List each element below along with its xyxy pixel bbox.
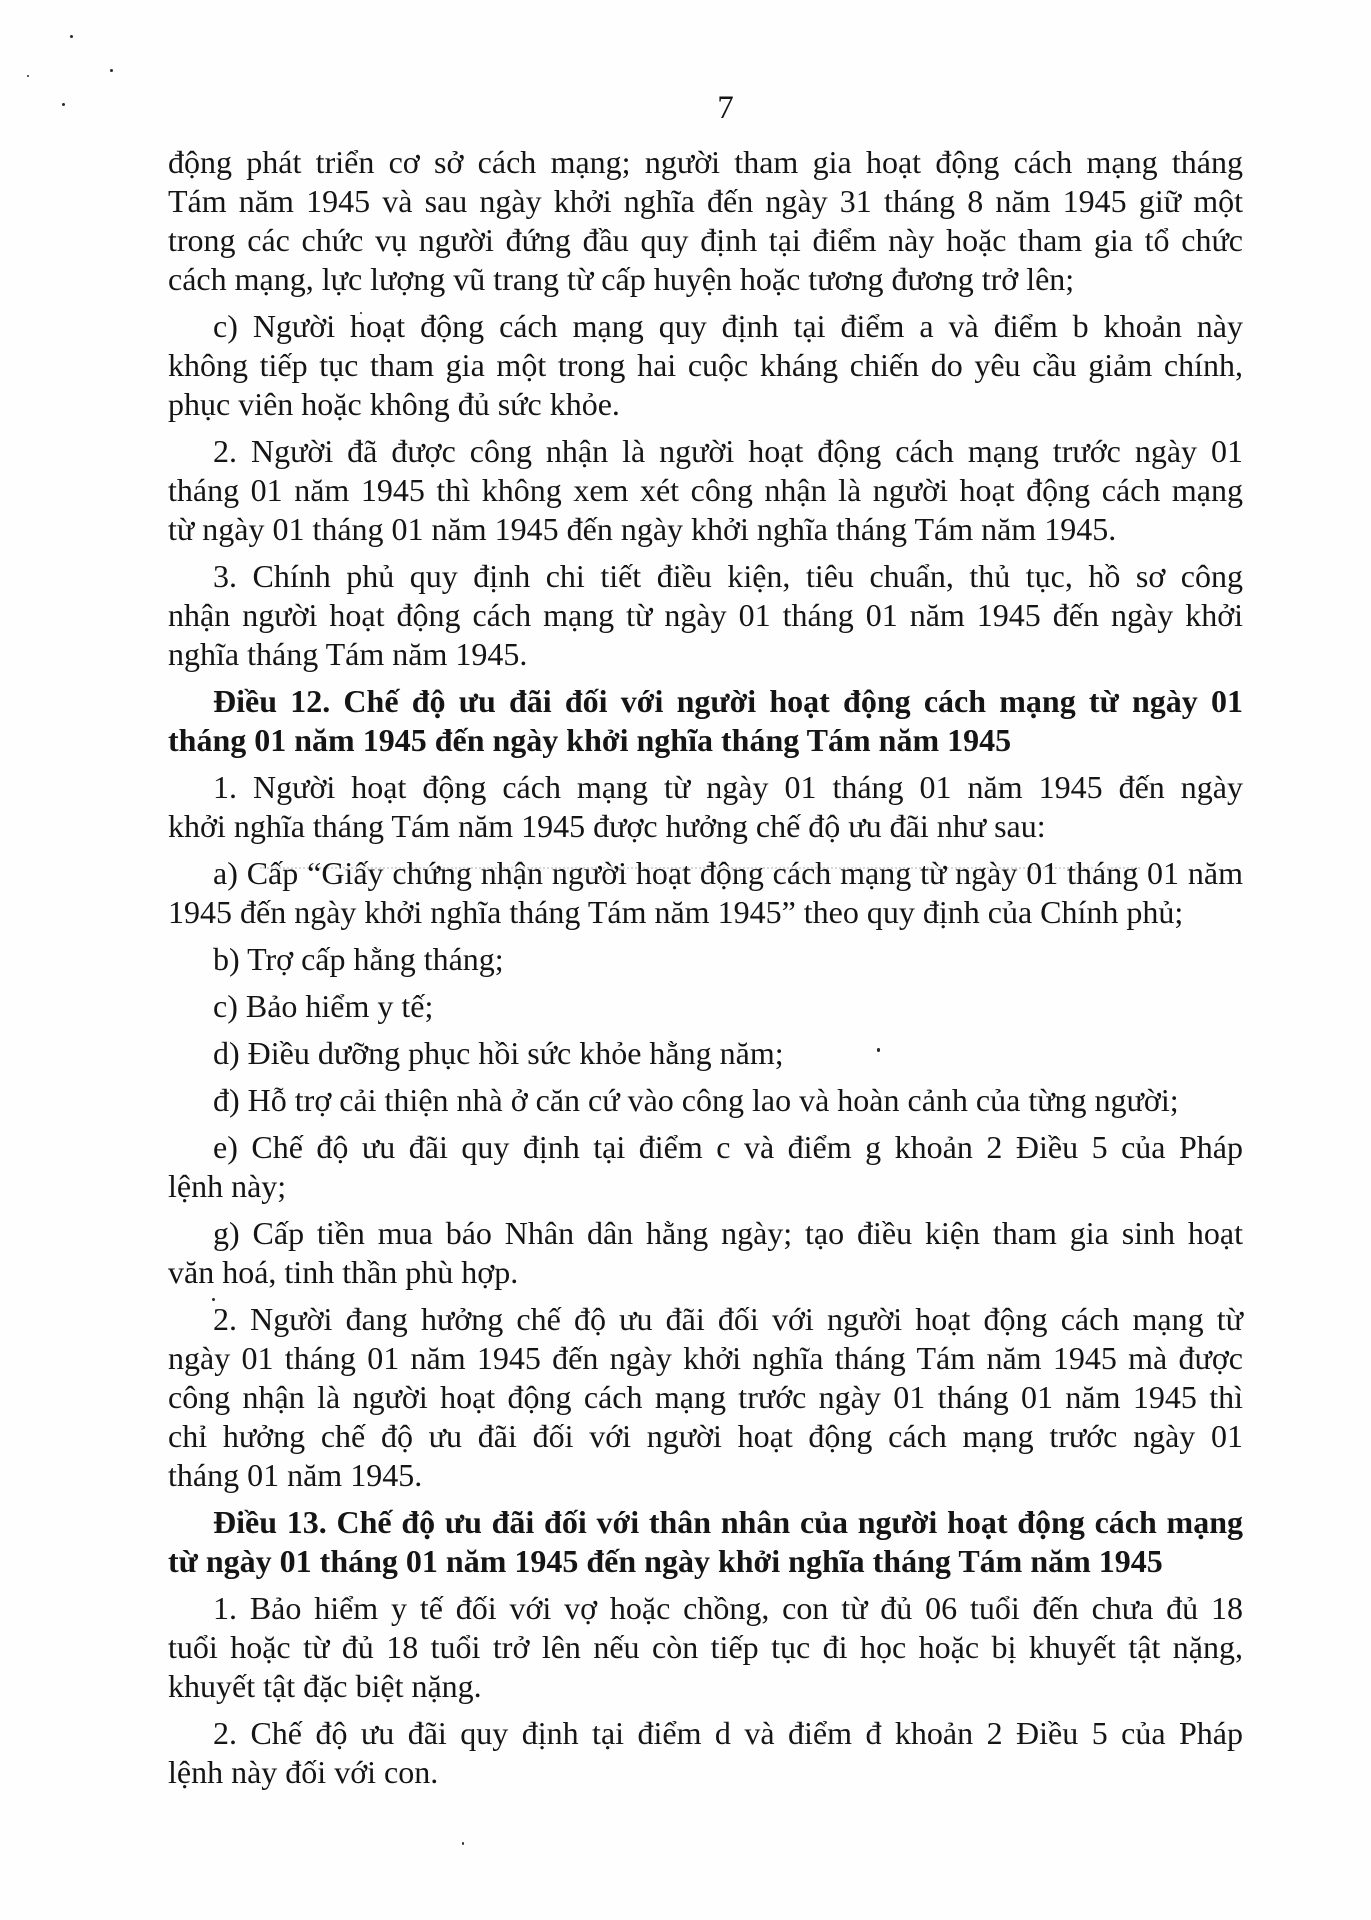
text-line: lệnh này; <box>168 1168 287 1204</box>
paragraph <box>168 987 1243 1026</box>
text-line: d) Điều dưỡng phục hồi sức khỏe hằng năm; <box>213 1035 784 1071</box>
text-line: Điều 13. Chế độ ưu đãi đối với thân nhân của người hoạt động cách mạng <box>213 1504 1243 1540</box>
text-line: không tiếp tục tham gia một trong hai cuộc kháng chiến do yêu cầu giảm chính, <box>168 347 1243 383</box>
scan-speck <box>62 103 65 106</box>
paragraph <box>168 940 1243 979</box>
text-line: 3. Chính phủ quy định chi tiết điều kiện, tiêu chuẩn, thủ tục, hồ sơ công <box>213 558 1243 594</box>
scan-speck <box>27 75 29 77</box>
text-line: 2. Người đang hưởng chế độ ưu đãi đối với người hoạt động cách mạng từ <box>213 1301 1243 1337</box>
text-line: động phát triển cơ sở cách mạng; người tham gia hoạt động cách mạng tháng <box>168 144 1243 180</box>
text-line: khởi nghĩa tháng Tám năm 1945 được hưởng chế độ ưu đãi như sau: <box>168 808 1046 844</box>
paragraph <box>168 143 1243 299</box>
text-line: 1. Bảo hiểm y tế đối với vợ hoặc chồng, con từ đủ 06 tuổi đến chưa đủ 18 <box>213 1590 1243 1626</box>
text-line: c) Bảo hiểm y tế; <box>213 988 434 1024</box>
text-line: văn hoá, tinh thần phù hợp. <box>168 1254 519 1290</box>
text-line: 2. Người đã được công nhận là người hoạt động cách mạng trước ngày 01 <box>213 433 1243 469</box>
text-line: từ ngày 01 tháng 01 năm 1945 đến ngày khởi nghĩa tháng Tám năm 1945 <box>168 1543 1163 1579</box>
paragraph <box>168 854 1243 932</box>
paragraph <box>168 1034 1243 1073</box>
paragraph <box>168 432 1243 549</box>
text-line: g) Cấp tiền mua báo Nhân dân hằng ngày; tạo điều kiện tham gia sinh hoạt <box>213 1215 1243 1251</box>
article-heading <box>168 1503 1243 1581</box>
text-line: nhận người hoạt động cách mạng từ ngày 01 tháng 01 năm 1945 đến ngày khởi <box>168 597 1243 633</box>
text-line: khuyết tật đặc biệt nặng. <box>168 1668 482 1704</box>
article-heading <box>168 682 1243 760</box>
text-line: nghĩa tháng Tám năm 1945. <box>168 636 528 672</box>
text-line: 2. Chế độ ưu đãi quy định tại điểm d và điểm đ khoản 2 Điều 5 của Pháp <box>213 1715 1243 1751</box>
scan-speck <box>110 69 113 72</box>
text-line: b) Trợ cấp hằng tháng; <box>213 941 504 977</box>
paragraph <box>168 1714 1243 1792</box>
paragraph <box>168 1081 1243 1120</box>
paragraph <box>168 557 1243 674</box>
paragraph <box>168 1589 1243 1706</box>
text-line: chỉ hưởng chế độ ưu đãi đối với người hoạt động cách mạng trước ngày 01 <box>168 1418 1243 1454</box>
scan-speck <box>70 35 73 38</box>
paragraph <box>168 768 1243 846</box>
scan-speck <box>462 1842 464 1845</box>
text-line: trong các chức vụ người đứng đầu quy định tại điểm này hoặc tham gia tổ chức <box>168 222 1243 258</box>
text-line: công nhận là người hoạt động cách mạng trước ngày 01 tháng 01 năm 1945 thì <box>168 1379 1243 1415</box>
text-line: ngày 01 tháng 01 năm 1945 đến ngày khởi nghĩa tháng Tám năm 1945 mà được <box>168 1340 1243 1376</box>
text-line: tháng 01 năm 1945 thì không xem xét công nhận là người hoạt động cách mạng <box>168 472 1243 508</box>
text-line: e) Chế độ ưu đãi quy định tại điểm c và điểm g khoản 2 Điều 5 của Pháp <box>213 1129 1243 1165</box>
text-line: 1. Người hoạt động cách mạng từ ngày 01 tháng 01 năm 1945 đến ngày <box>213 769 1243 805</box>
text-line: Tám năm 1945 và sau ngày khởi nghĩa đến ngày 31 tháng 8 năm 1945 giữ một <box>168 183 1243 219</box>
text-line: tháng 01 năm 1945 đến ngày khởi nghĩa tháng Tám năm 1945 <box>168 722 1012 758</box>
text-line: từ ngày 01 tháng 01 năm 1945 đến ngày khởi nghĩa tháng Tám năm 1945. <box>168 511 1117 547</box>
page-number: 7 <box>717 90 734 126</box>
text-line: phục viên hoặc không đủ sức khỏe. <box>168 386 620 422</box>
text-line: 1945 đến ngày khởi nghĩa tháng Tám năm 1945” theo quy định của Chính phủ; <box>168 894 1184 930</box>
text-line: tuổi hoặc từ đủ 18 tuổi trở lên nếu còn tiếp tục đi học hoặc bị khuyết tật nặng, <box>168 1629 1243 1665</box>
text-line: cách mạng, lực lượng vũ trang từ cấp huyện hoặc tương đương trở lên; <box>168 261 1075 297</box>
text-line: Điều 12. Chế độ ưu đãi đối với người hoạt động cách mạng từ ngày 01 <box>213 683 1243 719</box>
document-body <box>168 88 1243 1800</box>
text-line: lệnh này đối với con. <box>168 1754 439 1790</box>
text-line: c) Người hoạt động cách mạng quy định tại điểm a và điểm b khoản này <box>213 308 1243 344</box>
paragraph <box>168 1128 1243 1206</box>
text-line: a) Cấp “Giấy chứng nhận người hoạt động cách mạng từ ngày 01 tháng 01 năm <box>213 855 1243 891</box>
text-line: tháng 01 năm 1945. <box>168 1457 423 1493</box>
text-line: đ) Hỗ trợ cải thiện nhà ở căn cứ vào công lao và hoàn cảnh của từng người; <box>213 1082 1179 1118</box>
paragraph <box>168 1214 1243 1292</box>
paragraph <box>168 307 1243 424</box>
paragraph <box>168 1300 1243 1495</box>
